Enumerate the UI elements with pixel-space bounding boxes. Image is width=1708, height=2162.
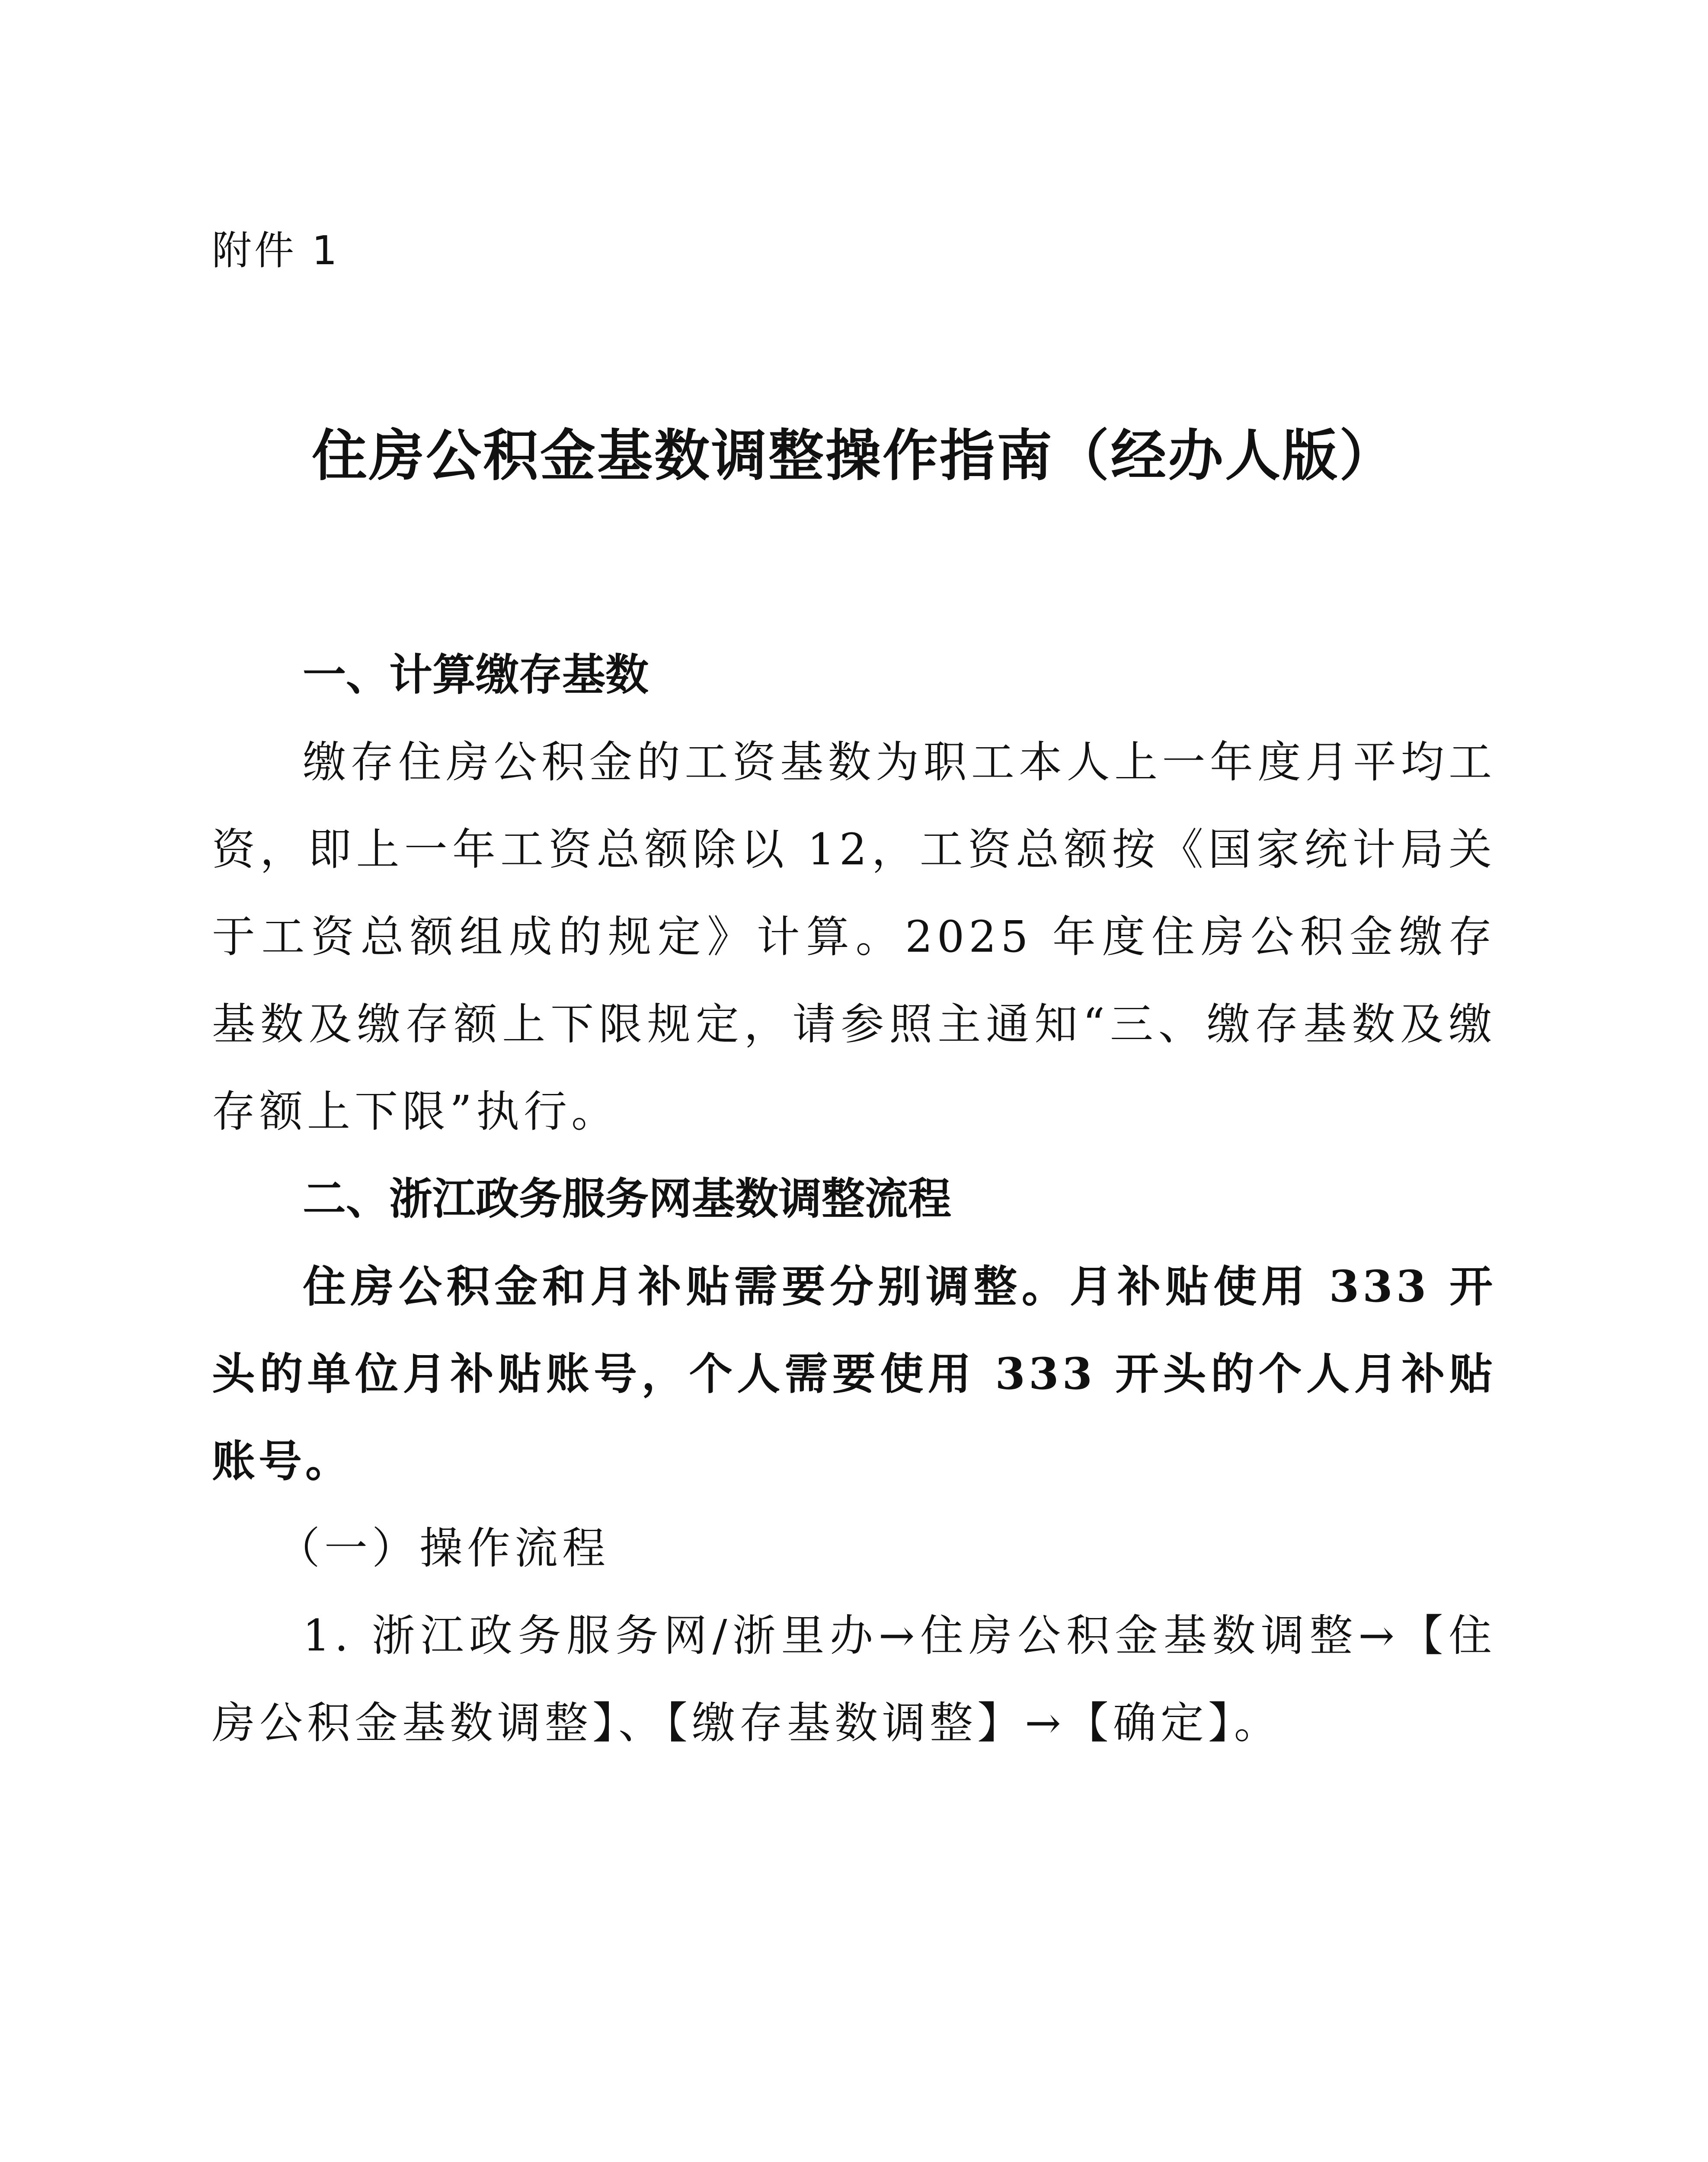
section-2-heading: 二、浙江政务服务网基数调整流程	[303, 1174, 951, 1224]
attachment-label: 附件 1	[212, 227, 340, 274]
document-title: 住房公积金基数调整操作指南（经办人版）	[311, 424, 1396, 488]
section-2-step-1: 1. 浙江政务服务网/浙里办→住房公积金基数调整→【住房公积金基数调整】、【缴存基数调整】→【确定】。	[212, 1610, 1496, 1748]
document-body	[212, 631, 1496, 1767]
section-1-paragraph: 缴存住房公积金的工资基数为职工本人上一年度月平均工资，即上一年工资总额除以 12，工资总额按《国家统计局关于工资总额组成的规定》计算。2025 年度住房公积金缴存基数及缴存额上下限规定，请参照主通知“三、缴存基数及缴存额上下限”执行。	[212, 737, 1496, 1137]
section-2-sub-heading: （一）操作流程	[277, 1523, 610, 1574]
section-2-bold-paragraph: 住房公积金和月补贴需要分别调整。月补贴使用 333 开头的单位月补贴账号，个人需要使用 333 开头的个人月补贴账号。	[212, 1261, 1496, 1487]
section-1-heading: 一、计算缴存基数	[303, 649, 649, 700]
